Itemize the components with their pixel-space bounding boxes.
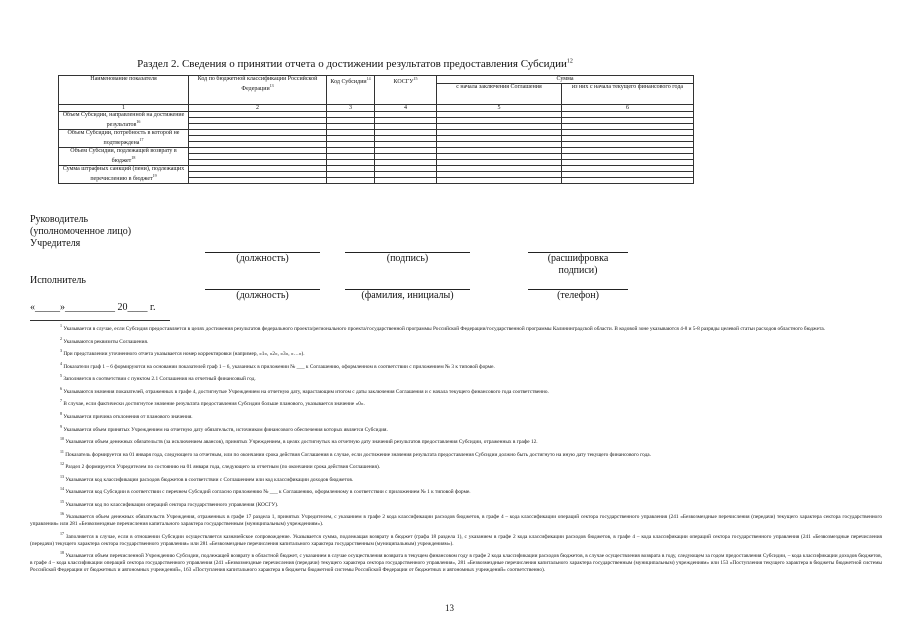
head-caption-position: (должность): [236, 253, 289, 264]
footnote: $^{10}$ Указывается объем денежных обязательств (за исключением авансов), принятых Учреждением, в целях достигнутых на отчетную дату значений результатов предоставления Субсидии, отраженных в графе 12.: [60, 436, 538, 445]
section-title: Раздел 2. Сведения о принятии отчета о достижении результатов предоставления Субсидии$^{12}$: [137, 58, 573, 70]
row-label-subsidy-directed: Объем Субсидии, направленной на достижение результатов$^{16}$: [59, 112, 189, 130]
col-number: 1: [59, 104, 189, 112]
row-label-subsidy-return: Объем Субсидии, подлежащей возврату в бюджет$^{18}$: [59, 148, 189, 166]
footnote: $^7$ В случае, если фактически достигнутое значение результата предоставления Субсидии больше планового, указывается значение «0».: [60, 398, 365, 408]
footnote: $^9$ Указывается объем принятых Учреждением на отчетную дату обязательств, источником финансового обеспечения которых является Субсидия.: [60, 423, 388, 433]
exec-caption-position: (должность): [236, 290, 289, 301]
header-sum-from-agreement: с начала заключения Соглашения: [437, 83, 562, 104]
footnote: $^6$ Указываются значения показателей, отраженных в графе 4, достигнутые Учреждением на отчетную дату, нарастающим итогом с даты заключения Соглашения и с начала текущего финансового года соответственно.: [60, 385, 549, 395]
signature-head-label: Руководитель (уполномоченное лицо) Учредителя: [30, 214, 132, 249]
footnote: $^{12}$ Раздел 2 формируется Учредителем по состоянию на 01 января года, следующего за отчетным (по окончании срока действия Соглашения).: [60, 461, 381, 470]
footnote: $^8$ Указывается причина отклонения от планового значения.: [60, 410, 193, 420]
footnote: $^{16}$ Указывается объем денежных обязательств Учреждения, отраженных в графе 17 раздела 1, принятых Учредителем, с указанием в графе 2 кода классификации расходов бюджетов, в графе 4 – кода классификации операций сектора государственного управления (241 «Безвозмездные перечисления (передачи) текущего характера сектора государственного управления» или 281 «Безвозмездные перечисления капитального характера государственным (муниципальным) учреждениям»).: [30, 511, 883, 528]
footnote: $^{13}$ Указывается код классификации расходов бюджетов в соответствии с Соглашением или код классификации доходов бюджетов.: [60, 473, 354, 483]
footnote: $^{11}$ Показатель формируется на 01 января года, следующего за отчетным, или по окончании срока действия Соглашения в случае, если достижение значения результата предоставления Субсидии должно быть достигнуто на иную дату текущего финансового года.: [60, 448, 651, 458]
executor-label: Исполнитель: [30, 275, 86, 286]
col-number: 6: [562, 104, 694, 112]
col-number: 4: [375, 104, 437, 112]
row-label-penalties: Сумма штрафных санкций (пени), подлежащих перечислению в бюджет$^{19}$: [59, 166, 189, 184]
subsidy-report-table: [58, 75, 694, 184]
col-number: 2: [189, 104, 327, 112]
header-sum-current-year: из них с начала текущего финансового года: [562, 83, 694, 104]
page-number: 13: [445, 603, 454, 613]
exec-caption-name: (фамилия, инициалы): [361, 290, 454, 301]
footnote-separator: [30, 320, 170, 321]
header-sum: Сумма: [437, 76, 694, 84]
footnotes: [30, 323, 882, 577]
date-line: «_____»__________ 20____ г.: [30, 302, 156, 313]
footnote: $^2$ Указываются реквизиты Соглашения.: [60, 335, 149, 345]
footnote: $^{14}$ Указывается код Субсидии в соответствии с перечнем Субсидий согласно приложению № ___ к Соглашению, оформленному в соответствии с приложением № 1 к типовой форме.: [60, 486, 471, 496]
footnote: $^4$ Показатели граф 1 – 6 формируются на основании показателей граф 1 – 6, указанных в приложении № ___ к Соглашению, оформленном в соответствии с приложением № 3 к типовой форме.: [60, 360, 495, 370]
head-caption-decoding: (расшифровка подписи): [547, 253, 609, 276]
header-kosgu: КОСГУ$^{15}$: [375, 76, 437, 105]
row-label-subsidy-unconfirmed: Объем Субсидии, потребность в которой не подтверждена$^{17}$: [59, 130, 189, 148]
header-name: Наименование показателя: [59, 76, 189, 105]
col-number: 3: [327, 104, 375, 112]
footnote: $^5$ Заполняется в соответствии с пунктом 2.1 Соглашения на отчетный финансовый год.: [60, 373, 256, 383]
col-number: 5: [437, 104, 562, 112]
footnote: $^3$ При представлении уточненного отчета указывается номер корректировки (например, «1», «2», «3», «…»).: [60, 348, 305, 357]
header-bk-code: Код по бюджетной классификации Российской Федерации$^{13}$: [189, 76, 327, 105]
footnote: $^{18}$ Указывается объем перечисленной Учреждению Субсидии, подлежащей возврату в областной бюджет, с указанием в случае осуществления возврата в текущем финансовом году в графе 2 кода классификации расходов бюджетов, в случае осуществления возврата в году, следующем за годом предоставления Субсидии, – кода классификации доходов бюджетов, в графе 4 – кода классификации операций сектора государственного управления (241 «Безвозмездные перечисления (передачи) текущего характера сектора государственного управления», 281 «Безвозмездные перечисления капитального характера государственным (муниципальным) учреждениям» или 153 «Поступления текущего характера в бюджеты бюджетной системы Российской Федерации от бюджетных и автономных учреждений», 163 «Поступления капитального характера в бюджеты бюджетной системы Российской Федерации от бюджетных и автономных учреждений» соответственно).: [30, 550, 882, 573]
footnote: $^{17}$ Заполняется в случае, если в отношении Субсидии осуществляется казначейское сопровождение. Указывается сумма, подлежащая возврату в бюджет (графа 18 раздела 1), с указанием в графе 2 кода классификации расходов бюджетов, в графе 4 – кода классификации операций сектора государственного управления (241 «Безвозмездные перечисления (передачи) текущего характера сектора государственного управления» или 281 «Безвозмездные перечисления капитального характера государственным (муниципальным) учреждениям»).: [30, 530, 882, 547]
footnote: $^{15}$ Указывается код по классификации операций сектора государственного управления (КОСГУ).: [60, 498, 279, 508]
footnote: $^1$ Указывается в случае, если Субсидия предоставляется в целях достижения результатов федерального проекта/регионального проекта/государственной программы Российской Федерации/государственной программы Калининградской области. В кодовой зоне указываются 4-8 и 5-8 разряды целевой статьи расходов областного бюджета.: [60, 323, 825, 332]
head-caption-signature: (подпись): [386, 253, 429, 264]
exec-caption-phone: (телефон): [557, 290, 599, 301]
column-numbers-row: [59, 104, 694, 112]
header-subsidy-code: Код Субсидии$^{14}$: [327, 76, 375, 105]
